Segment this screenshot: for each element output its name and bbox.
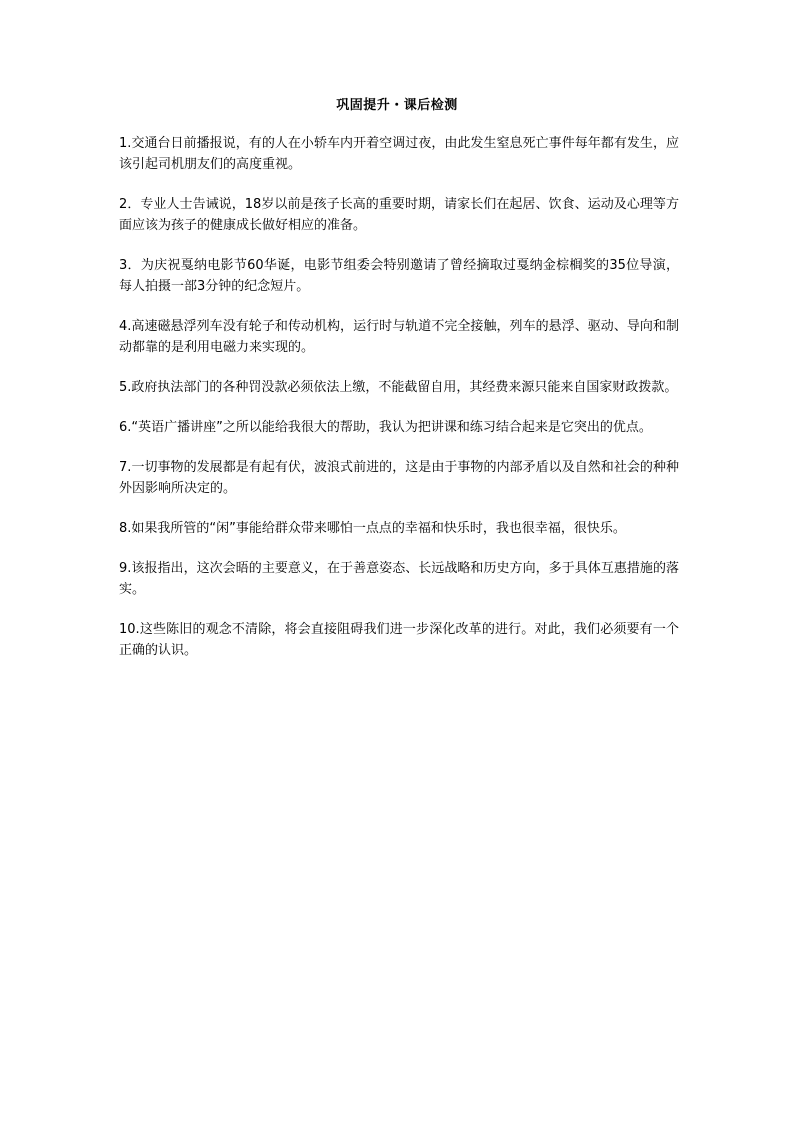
exercise-item-7: 7.一切事物的发展都是有起有伏，波浪式前进的，这是由于事物的内部矛盾以及自然和社会的种种外因影响所决定的。 xyxy=(119,460,679,496)
exercise-item-3: 3．为庆祝戛纳电影节60华诞，电影节组委会特别邀请了曾经摘取过戛纳金棕榈奖的35位导演，每人拍摄一部3分钟的纪念短片。 xyxy=(119,258,679,294)
exercise-item-9: 9.该报指出，这次会晤的主要意义，在于善意姿态、长远战略和历史方向，多于具体互惠措施的落实。 xyxy=(119,561,679,597)
exercise-item-6: 6.“英语广播讲座”之所以能给我很大的帮助，我认为把讲课和练习结合起来是它突出的优点。 xyxy=(119,420,652,435)
exercise-item-1: 1.交通台日前播报说，有的人在小轿车内开着空调过夜，由此发生窒息死亡事件每年都有发生，应该引起司机朋友们的高度重视。 xyxy=(119,136,679,172)
exercise-item-10: 10.这些陈旧的观念不清除，将会直接阻碍我们进一步深化改革的进行。对此，我们必须要有一个正确的认识。 xyxy=(119,622,679,658)
document-title: 巩固提升・课后检测 xyxy=(336,98,458,113)
exercise-item-4: 4.高速磁悬浮列车没有轮子和传动机构，运行时与轨道不完全接触，列车的悬浮、驱动、导向和制动都靠的是利用电磁力来实现的。 xyxy=(119,319,679,355)
exercise-item-5: 5.政府执法部门的各种罚没款必须依法上缴，不能截留自用，其经费来源只能来自国家财政拨款。 xyxy=(119,380,678,395)
exercise-item-2: 2．专业人士告诫说，18岁以前是孩子长高的重要时期，请家长们在起居、饮食、运动及心理等方面应该为孩子的健康成长做好相应的准备。 xyxy=(119,197,679,233)
exercise-list xyxy=(119,133,679,680)
exercise-item-8: 8.如果我所管的“闲”事能给群众带来哪怕一点点的幸福和快乐时，我也很幸福，很快乐。 xyxy=(119,521,626,536)
